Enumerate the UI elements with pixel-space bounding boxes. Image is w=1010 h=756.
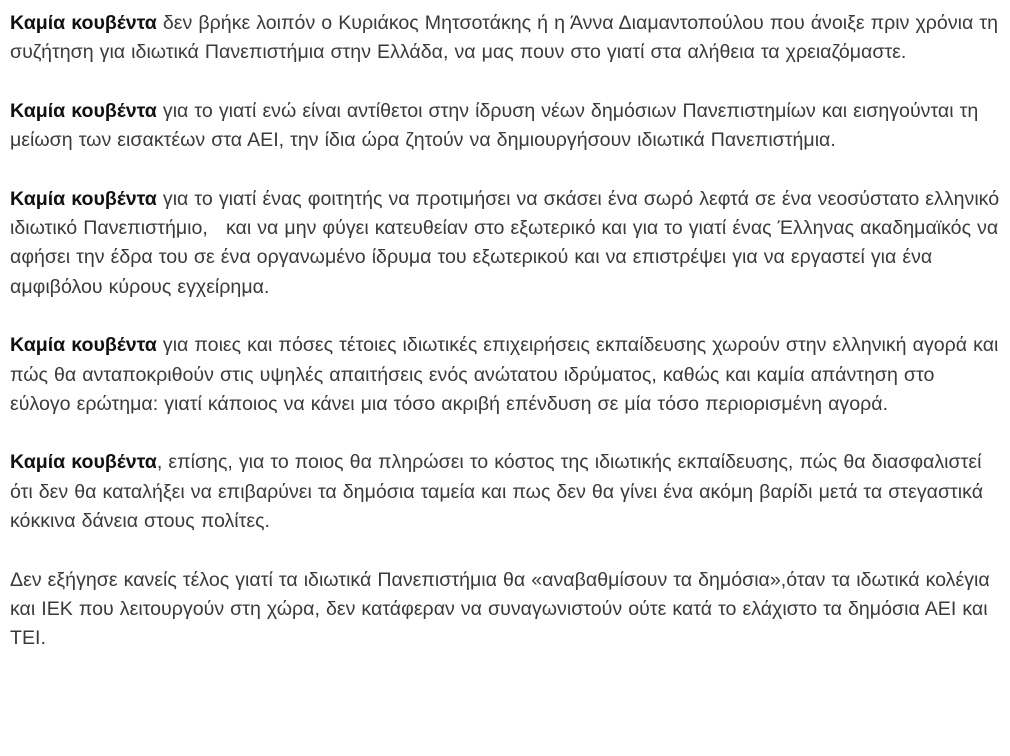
paragraph-text: για ποιες και πόσες τέτοιες ιδιωτικές επιχειρήσεις εκπαίδευσης χωρούν στην ελληνική αγορά και πώς θα ανταποκριθούν στις υψηλές απαιτήσεις ενός ανώτατου ιδρύματος, καθώς και καμία απάντηση στο εύλογο ερώτημα: γιατί κάποιος να κάνει μια τόσο ακριβή επένδυση σε μία τόσο περιορισμένη αγορά. xyxy=(10,334,1005,415)
paragraph-lead-bold: Καμία κουβέντα xyxy=(10,187,157,210)
paragraph-text: δεν βρήκε λοιπόν ο Κυριάκος Μητσοτάκης ή η Άννα Διαμαντοπούλου που άνοιξε πριν χρόνια τη συζήτηση για ιδιωτικά Πανεπιστήμια στην Ελλάδα, να μας πουν στο γιατί στα αλήθεια τα χρειαζόμαστε. xyxy=(10,12,1005,64)
paragraph-lead-bold: Καμία κουβέντα xyxy=(10,12,157,34)
article-paragraph-2 xyxy=(10,97,1000,156)
article-paragraph-1 xyxy=(10,9,1005,68)
paragraph-lead-bold: Καμία κουβέντα xyxy=(10,451,157,474)
paragraph-text: για το γιατί ενώ είναι αντίθετοι στην ίδρυση νέων δημόσιων Πανεπιστημίων και εισηγούνται τη μείωση των εισακτέων στα ΑΕΙ, την ίδια ώρα ζητούν να δημιουργήσουν ιδιωτικά Πανεπιστήμια. xyxy=(10,99,985,152)
paragraph-lead-bold: Καμία κουβέντα xyxy=(10,334,157,357)
paragraph-text: , επίσης, για το ποιος θα πληρώσει το κόστος της ιδιωτικής εκπαίδευσης, πώς θα διασφαλιστεί ότι δεν θα καταλήξει να επιβαρύνει τα δημόσια ταμεία και πως δεν θα γίνει ένα ακόμη βαρίδι μετά τα στεγαστικά κόκκινα δάνεια στους πολίτες. xyxy=(10,451,990,533)
article-paragraph-5 xyxy=(10,448,1000,536)
article-paragraph-6 xyxy=(10,566,1000,654)
article-paragraph-4 xyxy=(10,331,1005,419)
article-paragraph-3 xyxy=(10,185,1006,302)
paragraph-lead-bold: Καμία κουβέντα xyxy=(10,99,157,122)
paragraph-text: Δεν εξήγησε κανείς τέλος γιατί τα ιδιωτικά Πανεπιστήμια θα «αναβαθμίσουν τα δημόσια»,όταν τα ιδωτικά κολέγια και ΙΕΚ που λειτουργούν στη χώρα, δεν κατάφεραν να συναγωνιστούν ούτε κατά το ελάχιστο τα δημόσια ΑΕΙ και ΤΕΙ. xyxy=(10,568,996,650)
paragraph-text: για το γιατί ένας φοιτητής να προτιμήσει να σκάσει ένα σωρό λεφτά σε ένα νεοσύστατο ελληνικό ιδιωτικό Πανεπιστήμιο, και να μην φύγει κατευθείαν στο εξωτερικό και για το γιατί ένας Έλληνας ακαδημαϊκός να αφήσει την έδρα του σε ένα οργανωμένο ίδρυμα του εξωτερικού και να επιστρέψει για να εργαστεί για ένα αμφιβόλου κύρους εγχείρημα. xyxy=(10,187,1006,298)
